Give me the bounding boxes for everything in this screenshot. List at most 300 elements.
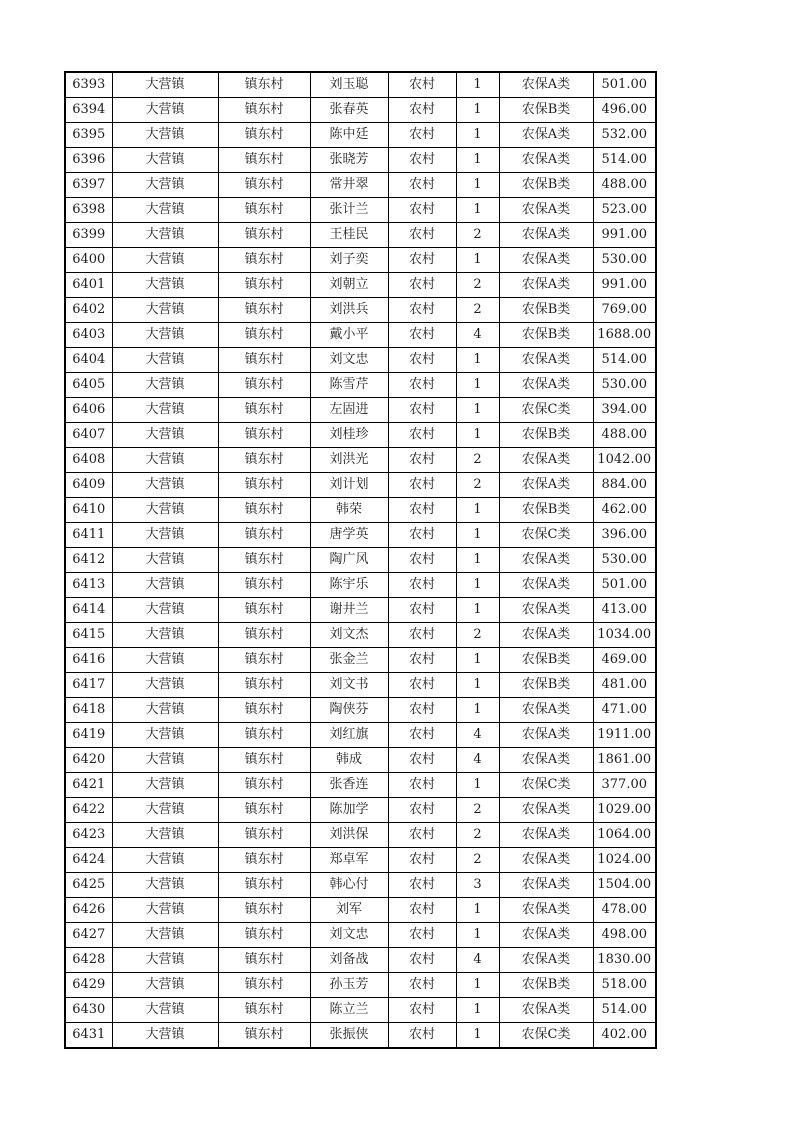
amount-cell: 1042.00 [593, 448, 656, 473]
serial-cell: 6406 [65, 398, 112, 423]
village-cell: 镇东村 [218, 173, 310, 198]
category-cell: 农村 [388, 423, 456, 448]
serial-cell: 6427 [65, 923, 112, 948]
count-cell: 2 [456, 448, 499, 473]
serial-cell: 6407 [65, 423, 112, 448]
table-row [65, 998, 656, 1023]
name-cell: 陶广风 [310, 548, 388, 573]
name-cell: 谢井兰 [310, 598, 388, 623]
amount-cell: 530.00 [593, 548, 656, 573]
town-cell: 大营镇 [112, 998, 218, 1023]
name-cell: 刘玉聪 [310, 72, 388, 98]
village-cell: 镇东村 [218, 798, 310, 823]
table-row [65, 148, 656, 173]
insurance-type-cell: 农保A类 [499, 923, 593, 948]
village-cell: 镇东村 [218, 98, 310, 123]
village-cell: 镇东村 [218, 973, 310, 998]
category-cell: 农村 [388, 223, 456, 248]
table-row [65, 123, 656, 148]
category-cell: 农村 [388, 323, 456, 348]
serial-cell: 6419 [65, 723, 112, 748]
insurance-type-cell: 农保C类 [499, 1023, 593, 1049]
category-cell: 农村 [388, 773, 456, 798]
village-cell: 镇东村 [218, 148, 310, 173]
village-cell: 镇东村 [218, 573, 310, 598]
amount-cell: 402.00 [593, 1023, 656, 1049]
village-cell: 镇东村 [218, 273, 310, 298]
town-cell: 大营镇 [112, 273, 218, 298]
town-cell: 大营镇 [112, 598, 218, 623]
village-cell: 镇东村 [218, 523, 310, 548]
amount-cell: 471.00 [593, 698, 656, 723]
table-row [65, 72, 656, 98]
category-cell: 农村 [388, 298, 456, 323]
name-cell: 陈宇乐 [310, 573, 388, 598]
serial-cell: 6396 [65, 148, 112, 173]
category-cell: 农村 [388, 173, 456, 198]
village-cell: 镇东村 [218, 498, 310, 523]
village-cell: 镇东村 [218, 373, 310, 398]
serial-cell: 6426 [65, 898, 112, 923]
serial-cell: 6405 [65, 373, 112, 398]
count-cell: 4 [456, 748, 499, 773]
insurance-type-cell: 农保B类 [499, 173, 593, 198]
category-cell: 农村 [388, 948, 456, 973]
insurance-type-cell: 农保A类 [499, 823, 593, 848]
amount-cell: 481.00 [593, 673, 656, 698]
village-cell: 镇东村 [218, 198, 310, 223]
table-row [65, 623, 656, 648]
count-cell: 1 [456, 1023, 499, 1049]
village-cell: 镇东村 [218, 948, 310, 973]
category-cell: 农村 [388, 598, 456, 623]
table-row [65, 698, 656, 723]
name-cell: 戴小平 [310, 323, 388, 348]
amount-cell: 488.00 [593, 423, 656, 448]
category-cell: 农村 [388, 723, 456, 748]
table-row [65, 923, 656, 948]
category-cell: 农村 [388, 1023, 456, 1049]
amount-cell: 991.00 [593, 273, 656, 298]
town-cell: 大营镇 [112, 148, 218, 173]
amount-cell: 377.00 [593, 773, 656, 798]
town-cell: 大营镇 [112, 898, 218, 923]
village-cell: 镇东村 [218, 998, 310, 1023]
serial-cell: 6409 [65, 473, 112, 498]
insurance-type-cell: 农保A类 [499, 748, 593, 773]
count-cell: 2 [456, 823, 499, 848]
village-cell: 镇东村 [218, 473, 310, 498]
table-row [65, 848, 656, 873]
name-cell: 刘子奕 [310, 248, 388, 273]
count-cell: 2 [456, 623, 499, 648]
name-cell: 张春英 [310, 98, 388, 123]
category-cell: 农村 [388, 473, 456, 498]
serial-cell: 6422 [65, 798, 112, 823]
town-cell: 大营镇 [112, 373, 218, 398]
name-cell: 刘红旗 [310, 723, 388, 748]
town-cell: 大营镇 [112, 348, 218, 373]
name-cell: 王桂民 [310, 223, 388, 248]
town-cell: 大营镇 [112, 498, 218, 523]
insurance-type-cell: 农保A类 [499, 998, 593, 1023]
table-row [65, 898, 656, 923]
count-cell: 1 [456, 198, 499, 223]
table-row [65, 323, 656, 348]
village-cell: 镇东村 [218, 623, 310, 648]
category-cell: 农村 [388, 98, 456, 123]
insurance-type-cell: 农保A类 [499, 72, 593, 98]
serial-cell: 6428 [65, 948, 112, 973]
table-row [65, 223, 656, 248]
serial-cell: 6424 [65, 848, 112, 873]
name-cell: 韩心付 [310, 873, 388, 898]
category-cell: 农村 [388, 848, 456, 873]
table-row [65, 548, 656, 573]
table-row [65, 348, 656, 373]
name-cell: 韩荣 [310, 498, 388, 523]
amount-cell: 413.00 [593, 598, 656, 623]
serial-cell: 6403 [65, 323, 112, 348]
amount-cell: 1064.00 [593, 823, 656, 848]
village-cell: 镇东村 [218, 673, 310, 698]
name-cell: 陈立兰 [310, 998, 388, 1023]
amount-cell: 769.00 [593, 298, 656, 323]
village-cell: 镇东村 [218, 298, 310, 323]
insurance-type-cell: 农保B类 [499, 298, 593, 323]
count-cell: 1 [456, 923, 499, 948]
amount-cell: 1029.00 [593, 798, 656, 823]
village-cell: 镇东村 [218, 248, 310, 273]
table-row [65, 498, 656, 523]
category-cell: 农村 [388, 448, 456, 473]
category-cell: 农村 [388, 72, 456, 98]
insurance-type-cell: 农保A类 [499, 448, 593, 473]
town-cell: 大营镇 [112, 423, 218, 448]
table-row [65, 948, 656, 973]
count-cell: 1 [456, 898, 499, 923]
table-row [65, 398, 656, 423]
category-cell: 农村 [388, 273, 456, 298]
name-cell: 刘洪光 [310, 448, 388, 473]
insurance-type-cell: 农保A类 [499, 348, 593, 373]
amount-cell: 501.00 [593, 72, 656, 98]
table-body [65, 72, 656, 1048]
count-cell: 1 [456, 72, 499, 98]
serial-cell: 6400 [65, 248, 112, 273]
table-row [65, 673, 656, 698]
insurance-type-cell: 农保A类 [499, 248, 593, 273]
insurance-type-cell: 农保A类 [499, 123, 593, 148]
name-cell: 刘桂珍 [310, 423, 388, 448]
count-cell: 1 [456, 373, 499, 398]
name-cell: 刘洪保 [310, 823, 388, 848]
serial-cell: 6402 [65, 298, 112, 323]
serial-cell: 6416 [65, 648, 112, 673]
name-cell: 郑卓军 [310, 848, 388, 873]
insurance-type-cell: 农保B类 [499, 973, 593, 998]
table-row [65, 448, 656, 473]
amount-cell: 1911.00 [593, 723, 656, 748]
insurance-type-cell: 农保A类 [499, 623, 593, 648]
insurance-type-cell: 农保A类 [499, 898, 593, 923]
category-cell: 农村 [388, 348, 456, 373]
amount-cell: 394.00 [593, 398, 656, 423]
serial-cell: 6429 [65, 973, 112, 998]
category-cell: 农村 [388, 998, 456, 1023]
town-cell: 大营镇 [112, 398, 218, 423]
count-cell: 4 [456, 948, 499, 973]
insurance-type-cell: 农保B类 [499, 323, 593, 348]
town-cell: 大营镇 [112, 648, 218, 673]
amount-cell: 496.00 [593, 98, 656, 123]
village-cell: 镇东村 [218, 1023, 310, 1049]
table-row [65, 298, 656, 323]
count-cell: 2 [456, 298, 499, 323]
table-row [65, 1023, 656, 1049]
table-row [65, 798, 656, 823]
serial-cell: 6401 [65, 273, 112, 298]
count-cell: 1 [456, 973, 499, 998]
insurance-type-cell: 农保B类 [499, 673, 593, 698]
category-cell: 农村 [388, 898, 456, 923]
table-row [65, 248, 656, 273]
town-cell: 大营镇 [112, 223, 218, 248]
count-cell: 1 [456, 773, 499, 798]
count-cell: 2 [456, 273, 499, 298]
insurance-type-cell: 农保A类 [499, 573, 593, 598]
table-row [65, 598, 656, 623]
count-cell: 1 [456, 173, 499, 198]
town-cell: 大营镇 [112, 948, 218, 973]
village-cell: 镇东村 [218, 648, 310, 673]
amount-cell: 1024.00 [593, 848, 656, 873]
village-cell: 镇东村 [218, 848, 310, 873]
name-cell: 陶侠芬 [310, 698, 388, 723]
category-cell: 农村 [388, 373, 456, 398]
category-cell: 农村 [388, 148, 456, 173]
name-cell: 刘文杰 [310, 623, 388, 648]
insurance-type-cell: 农保A类 [499, 798, 593, 823]
serial-cell: 6415 [65, 623, 112, 648]
amount-cell: 530.00 [593, 248, 656, 273]
serial-cell: 6398 [65, 198, 112, 223]
town-cell: 大营镇 [112, 823, 218, 848]
insurance-type-cell: 农保A类 [499, 598, 593, 623]
amount-cell: 462.00 [593, 498, 656, 523]
town-cell: 大营镇 [112, 698, 218, 723]
count-cell: 1 [456, 123, 499, 148]
count-cell: 1 [456, 648, 499, 673]
insurance-type-cell: 农保A类 [499, 198, 593, 223]
serial-cell: 6394 [65, 98, 112, 123]
count-cell: 2 [456, 848, 499, 873]
name-cell: 张计兰 [310, 198, 388, 223]
name-cell: 刘朝立 [310, 273, 388, 298]
category-cell: 农村 [388, 798, 456, 823]
count-cell: 3 [456, 873, 499, 898]
insurance-type-cell: 农保A类 [499, 948, 593, 973]
name-cell: 刘文忠 [310, 923, 388, 948]
amount-cell: 396.00 [593, 523, 656, 548]
table-row [65, 648, 656, 673]
count-cell: 4 [456, 723, 499, 748]
name-cell: 常井翠 [310, 173, 388, 198]
name-cell: 韩成 [310, 748, 388, 773]
name-cell: 张振侠 [310, 1023, 388, 1049]
insurance-type-cell: 农保A类 [499, 873, 593, 898]
village-cell: 镇东村 [218, 348, 310, 373]
village-cell: 镇东村 [218, 923, 310, 948]
serial-cell: 6393 [65, 72, 112, 98]
name-cell: 左固进 [310, 398, 388, 423]
town-cell: 大营镇 [112, 548, 218, 573]
serial-cell: 6399 [65, 223, 112, 248]
payment-roster-table [64, 71, 657, 1049]
count-cell: 1 [456, 348, 499, 373]
name-cell: 刘文书 [310, 673, 388, 698]
village-cell: 镇东村 [218, 448, 310, 473]
category-cell: 农村 [388, 973, 456, 998]
town-cell: 大营镇 [112, 173, 218, 198]
town-cell: 大营镇 [112, 72, 218, 98]
category-cell: 农村 [388, 248, 456, 273]
count-cell: 1 [456, 248, 499, 273]
serial-cell: 6395 [65, 123, 112, 148]
town-cell: 大营镇 [112, 198, 218, 223]
name-cell: 唐学英 [310, 523, 388, 548]
name-cell: 孙玉芳 [310, 973, 388, 998]
table-row [65, 523, 656, 548]
name-cell: 刘文忠 [310, 348, 388, 373]
town-cell: 大营镇 [112, 623, 218, 648]
town-cell: 大营镇 [112, 848, 218, 873]
insurance-type-cell: 农保A类 [499, 548, 593, 573]
name-cell: 陈加学 [310, 798, 388, 823]
serial-cell: 6408 [65, 448, 112, 473]
town-cell: 大营镇 [112, 748, 218, 773]
category-cell: 农村 [388, 823, 456, 848]
town-cell: 大营镇 [112, 298, 218, 323]
town-cell: 大营镇 [112, 448, 218, 473]
category-cell: 农村 [388, 673, 456, 698]
town-cell: 大营镇 [112, 98, 218, 123]
insurance-type-cell: 农保C类 [499, 773, 593, 798]
table-row [65, 373, 656, 398]
count-cell: 1 [456, 98, 499, 123]
count-cell: 2 [456, 223, 499, 248]
town-cell: 大营镇 [112, 573, 218, 598]
village-cell: 镇东村 [218, 773, 310, 798]
town-cell: 大营镇 [112, 323, 218, 348]
amount-cell: 514.00 [593, 348, 656, 373]
serial-cell: 6413 [65, 573, 112, 598]
insurance-type-cell: 农保B类 [499, 648, 593, 673]
town-cell: 大营镇 [112, 523, 218, 548]
name-cell: 刘备战 [310, 948, 388, 973]
count-cell: 1 [456, 598, 499, 623]
count-cell: 2 [456, 798, 499, 823]
serial-cell: 6412 [65, 548, 112, 573]
count-cell: 1 [456, 148, 499, 173]
town-cell: 大营镇 [112, 673, 218, 698]
town-cell: 大营镇 [112, 773, 218, 798]
name-cell: 陈雪芹 [310, 373, 388, 398]
village-cell: 镇东村 [218, 72, 310, 98]
table-row [65, 823, 656, 848]
amount-cell: 501.00 [593, 573, 656, 598]
serial-cell: 6430 [65, 998, 112, 1023]
village-cell: 镇东村 [218, 223, 310, 248]
amount-cell: 532.00 [593, 123, 656, 148]
amount-cell: 514.00 [593, 998, 656, 1023]
name-cell: 刘军 [310, 898, 388, 923]
serial-cell: 6414 [65, 598, 112, 623]
category-cell: 农村 [388, 123, 456, 148]
town-cell: 大营镇 [112, 873, 218, 898]
town-cell: 大营镇 [112, 723, 218, 748]
category-cell: 农村 [388, 748, 456, 773]
insurance-type-cell: 农保A类 [499, 698, 593, 723]
town-cell: 大营镇 [112, 973, 218, 998]
amount-cell: 518.00 [593, 973, 656, 998]
category-cell: 农村 [388, 648, 456, 673]
village-cell: 镇东村 [218, 748, 310, 773]
town-cell: 大营镇 [112, 123, 218, 148]
village-cell: 镇东村 [218, 398, 310, 423]
table-row [65, 723, 656, 748]
insurance-type-cell: 农保A类 [499, 273, 593, 298]
amount-cell: 884.00 [593, 473, 656, 498]
amount-cell: 530.00 [593, 373, 656, 398]
village-cell: 镇东村 [218, 873, 310, 898]
village-cell: 镇东村 [218, 698, 310, 723]
table-row [65, 173, 656, 198]
serial-cell: 6404 [65, 348, 112, 373]
insurance-type-cell: 农保A类 [499, 223, 593, 248]
amount-cell: 488.00 [593, 173, 656, 198]
village-cell: 镇东村 [218, 823, 310, 848]
amount-cell: 1688.00 [593, 323, 656, 348]
insurance-type-cell: 农保B类 [499, 98, 593, 123]
town-cell: 大营镇 [112, 473, 218, 498]
serial-cell: 6425 [65, 873, 112, 898]
category-cell: 农村 [388, 498, 456, 523]
amount-cell: 1504.00 [593, 873, 656, 898]
category-cell: 农村 [388, 548, 456, 573]
insurance-type-cell: 农保C类 [499, 398, 593, 423]
village-cell: 镇东村 [218, 323, 310, 348]
amount-cell: 523.00 [593, 198, 656, 223]
name-cell: 陈中廷 [310, 123, 388, 148]
category-cell: 农村 [388, 573, 456, 598]
village-cell: 镇东村 [218, 898, 310, 923]
village-cell: 镇东村 [218, 598, 310, 623]
table-row [65, 973, 656, 998]
amount-cell: 1034.00 [593, 623, 656, 648]
amount-cell: 469.00 [593, 648, 656, 673]
table-row [65, 573, 656, 598]
serial-cell: 6423 [65, 823, 112, 848]
name-cell: 刘计划 [310, 473, 388, 498]
category-cell: 农村 [388, 923, 456, 948]
count-cell: 1 [456, 673, 499, 698]
insurance-type-cell: 农保B类 [499, 498, 593, 523]
category-cell: 农村 [388, 198, 456, 223]
count-cell: 1 [456, 998, 499, 1023]
table-row [65, 423, 656, 448]
count-cell: 1 [456, 548, 499, 573]
